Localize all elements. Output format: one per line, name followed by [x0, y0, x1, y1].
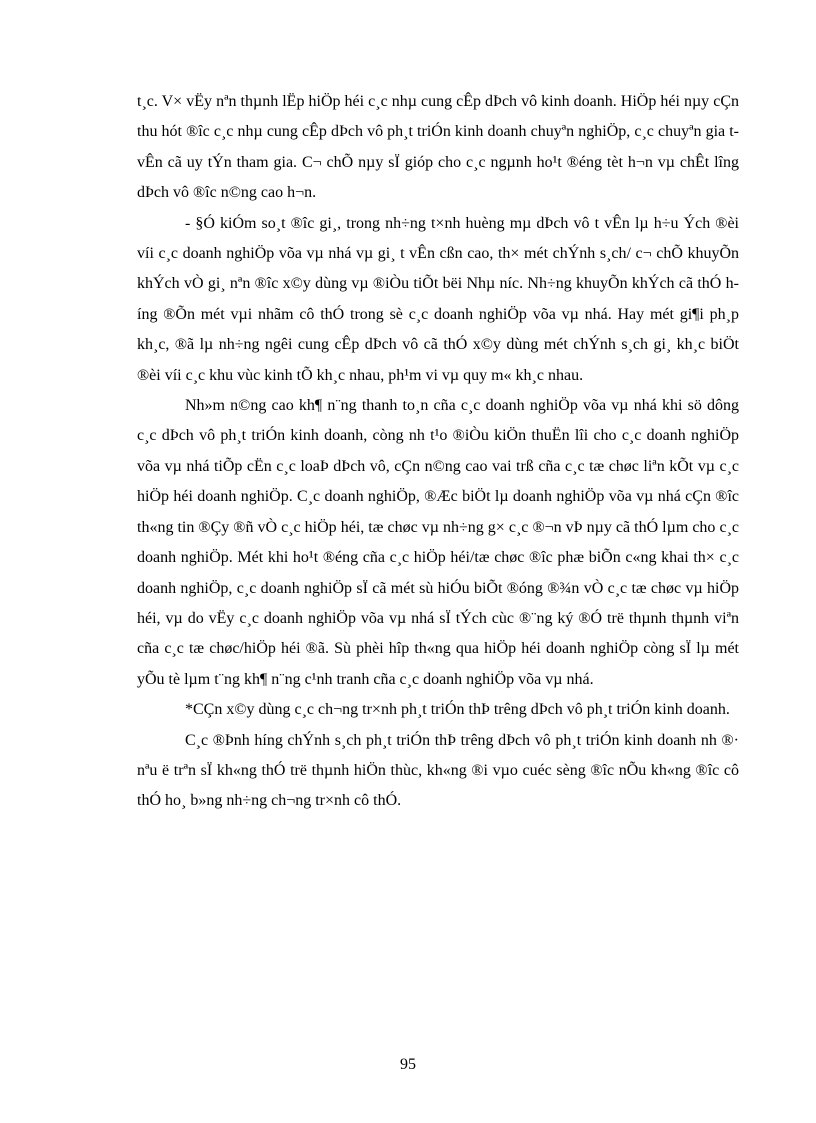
- paragraph-2: - §Ó kiÓm so¸t ®îc gi¸, trong nh÷ng t×nh huèng mµ dÞch vô t vÊn lµ h÷u Ých ®èi víi c¸c doanh nghiÖp võa vµ nhá vµ gi¸ t vÊn cßn cao, th× mét chÝnh s¸ch/ c¬ chÕ khuyÕn khÝch vÒ gi¸ nªn ®îc x©y dùng vµ ®iÒu tiÕt bëi Nhµ níc. Nh÷ng khuyÕn khÝch cã thÓ híng ®Õn mét vµi nhãm cô thÓ trong sè c¸c doanh nghiÖp võa vµ nhá. Hay mét gi¶i ph¸p kh¸c, ®ã lµ nh÷ng ngêi cung cÊp dÞch vô cã thÓ x©y dùng mét chÝnh s¸ch gi¸ kh¸c biÖt ®èi víi c¸c khu vùc kinh tÕ kh¸c nhau, ph¹m vi vµ quy m« kh¸c nhau.: [137, 214, 739, 384]
- paragraph-5: C¸c ®Þnh híng chÝnh s¸ch ph¸t triÓn thÞ trêng dÞch vô ph¸t triÓn kinh doanh nh ®· nªu ë trªn sÏ kh«ng thÓ trë thµnh hiÖn thùc, kh«ng ®i vµo cuéc sèng ®îc nÕu kh«ng ®îc cô thÓ ho¸ b»ng nh÷ng ch¬ng tr×nh cô thÓ.: [137, 731, 739, 810]
- body-text: [137, 87, 739, 817]
- paragraph-1: t¸c. V× vËy nªn thµnh lËp hiÖp héi c¸c nhµ cung cÊp dÞch vô kinh doanh. HiÖp héi nµy cÇn thu hót ®îc c¸c nhµ cung cÊp dÞch vô ph¸t triÓn kinh doanh chuyªn nghiÖp, c¸c chuyªn gia t vÊn cã uy tÝn tham gia. C¬ chÕ nµy sÏ gióp cho c¸c ngµnh ho¹t ®éng tèt h¬n vµ chÊt lîng dÞch vô ®îc n©ng cao h¬n.: [137, 93, 739, 202]
- page-number: 95: [400, 1056, 416, 1073]
- paragraph-3: Nh»m n©ng cao kh¶ n¨ng thanh to¸n cña c¸c doanh nghiÖp võa vµ nhá khi sö dông c¸c dÞch vô ph¸t triÓn kinh doanh, còng nh t¹o ®iÒu kiÖn thuËn lîi cho c¸c doanh nghiÖp võa vµ nhá tiÕp cËn c¸c loaÞ dÞch vô, cÇn n©ng cao vai trß cña c¸c tæ chøc liªn kÕt vµ c¸c hiÖp héi doanh nghiÖp. C¸c doanh nghiÖp, ®Æc biÖt lµ doanh nghiÖp võa vµ nhá cÇn ®îc th«ng tin ®Çy ®ñ vÒ c¸c hiÖp héi, tæ chøc vµ nh÷ng g× c¸c ®¬n vÞ nµy cã thÓ lµm cho c¸c doanh nghiÖp. Mét khi ho¹t ®éng cña c¸c hiÖp héi/tæ chøc ®îc phæ biÕn c«ng khai th× c¸c doanh nghiÖp, c¸c doanh nghiÖp sÏ cã mét sù hiÓu biÕt ®óng ®¾n vÒ c¸c tæ chøc vµ hiÖp héi, vµ do vËy c¸c doanh nghiÖp võa vµ nhá sÏ tÝch cùc ®¨ng ký ®Ó trë thµnh thµnh viªn cña c¸c tæ chøc/hiÖp héi ®ã. Sù phèi hîp th«ng qua hiÖp héi doanh nghiÖp còng sÏ lµ mét yÕu tè lµm t¨ng kh¶ n¨ng c¹nh tranh cña c¸c doanh nghiÖp võa vµ nhá.: [137, 397, 739, 688]
- paragraph-4: *CÇn x©y dùng c¸c ch¬ng tr×nh ph¸t triÓn thÞ trêng dÞch vô ph¸t triÓn kinh doanh.: [185, 701, 730, 719]
